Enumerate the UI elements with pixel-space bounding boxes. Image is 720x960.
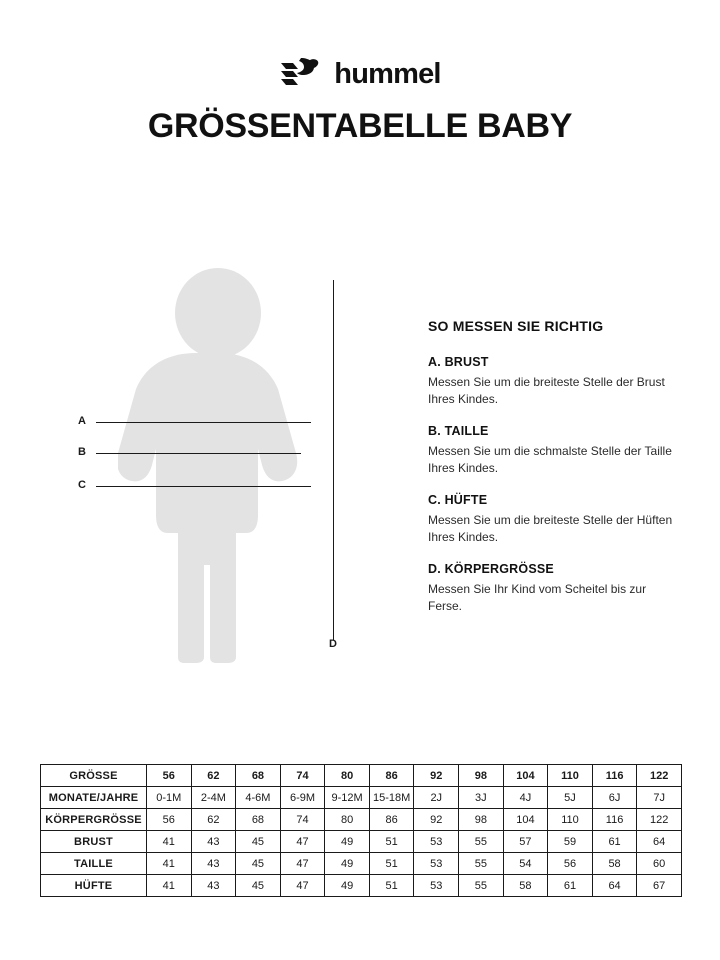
table-cell: 47 [280, 853, 325, 875]
table-cell: 58 [503, 875, 548, 897]
table-cell: 58 [592, 853, 637, 875]
table-cell: 55 [459, 831, 504, 853]
table-header-cell: 110 [548, 765, 593, 787]
howto-body-chest: Messen Sie um die breiteste Stelle der Brust Ihres Kindes. [428, 375, 665, 406]
table-cell: 53 [414, 853, 459, 875]
table-cell: 55 [459, 875, 504, 897]
table-cell: 2J [414, 787, 459, 809]
brand-header [0, 58, 720, 92]
page-title: GRÖSSENTABELLE BABY [147, 107, 573, 145]
table-cell: 47 [280, 831, 325, 853]
table-cell: 61 [548, 875, 593, 897]
size-table [40, 764, 682, 897]
measurement-figure [40, 250, 440, 670]
brand-wordmark: hummel [334, 58, 441, 90]
table-cell: 49 [325, 875, 370, 897]
table-cell: 45 [236, 875, 281, 897]
table-cell: 104 [503, 809, 548, 831]
howto-body-waist: Messen Sie um die schmalste Stelle der Taille Ihres Kindes. [428, 444, 672, 475]
howto-body-height: Messen Sie Ihr Kind vom Scheitel bis zur Ferse. [428, 582, 647, 613]
table-cell: 41 [147, 875, 192, 897]
table-cell: 116 [592, 809, 637, 831]
table-cell: 59 [548, 831, 593, 853]
howto-item-chest [428, 355, 678, 407]
table-header-cell: 80 [325, 765, 370, 787]
table-cell: 43 [191, 831, 236, 853]
table-cell: 51 [369, 831, 414, 853]
table-cell: 5J [548, 787, 593, 809]
howto-item-hip [428, 493, 678, 545]
row-label: MONATE/JAHRE [41, 787, 147, 809]
table-cell: 61 [592, 831, 637, 853]
table-cell: 3J [459, 787, 504, 809]
height-measure-line [333, 280, 334, 640]
table-cell: 122 [637, 809, 682, 831]
howto-heading-waist: B. TAILLE [428, 424, 489, 439]
howto-item-waist [428, 424, 678, 476]
table-row [41, 787, 682, 809]
row-label: HÜFTE [41, 875, 147, 897]
table-row [41, 853, 682, 875]
table-cell: 6-9M [280, 787, 325, 809]
waist-measure-line [96, 453, 301, 454]
table-header-cell: 116 [592, 765, 637, 787]
table-cell: 60 [637, 853, 682, 875]
how-to-measure-title: SO MESSEN SIE RICHTIG [428, 318, 604, 334]
table-header-cell: 56 [147, 765, 192, 787]
howto-item-height [428, 562, 678, 614]
table-cell: 64 [637, 831, 682, 853]
table-header-row [41, 765, 682, 787]
table-cell: 86 [369, 809, 414, 831]
table-cell: 55 [459, 853, 504, 875]
table-cell: 49 [325, 853, 370, 875]
table-cell: 57 [503, 831, 548, 853]
table-cell: 6J [592, 787, 637, 809]
table-cell: 49 [325, 831, 370, 853]
howto-heading-chest: A. BRUST [428, 355, 489, 369]
table-cell: 54 [503, 853, 548, 875]
chest-measure-line [96, 422, 311, 423]
row-label: BRUST [41, 831, 147, 853]
table-cell: 67 [637, 875, 682, 897]
table-cell: 110 [548, 809, 593, 831]
table-cell: 53 [414, 831, 459, 853]
baby-body-silhouette-icon [118, 265, 318, 670]
table-cell: 43 [191, 875, 236, 897]
table-cell: 92 [414, 809, 459, 831]
chest-measure-label: A [78, 415, 87, 427]
table-cell: 0-1M [147, 787, 192, 809]
table-cell: 9-12M [325, 787, 370, 809]
row-label: TAILLE [41, 853, 147, 875]
table-cell: 45 [236, 853, 281, 875]
hip-measure-label: C [78, 479, 87, 491]
table-cell: 98 [459, 809, 504, 831]
table-cell: 56 [548, 853, 593, 875]
table-cell: 64 [592, 875, 637, 897]
height-measure-label: D [329, 638, 338, 650]
table-cell: 43 [191, 853, 236, 875]
table-header-cell: 104 [503, 765, 548, 787]
table-row [41, 809, 682, 831]
table-cell: 2-4M [191, 787, 236, 809]
table-cell: 51 [369, 853, 414, 875]
table-header-cell: 74 [280, 765, 325, 787]
table-cell: 80 [325, 809, 370, 831]
table-cell: 47 [280, 875, 325, 897]
table-header-size: GRÖSSE [41, 765, 147, 787]
table-cell: 68 [236, 809, 281, 831]
table-cell: 4-6M [236, 787, 281, 809]
table-header-cell: 92 [414, 765, 459, 787]
hummel-bee-chevron-logo-icon [279, 58, 325, 91]
howto-body-hip: Messen Sie um die breiteste Stelle der Hüften Ihres Kindes. [428, 513, 673, 544]
table-cell: 7J [637, 787, 682, 809]
howto-heading-height: D. KÖRPERGRÖSSE [428, 562, 554, 577]
table-cell: 15-18M [369, 787, 414, 809]
table-header-cell: 98 [459, 765, 504, 787]
table-cell: 53 [414, 875, 459, 897]
hip-measure-line [96, 486, 311, 487]
table-cell: 45 [236, 831, 281, 853]
table-header-cell: 122 [637, 765, 682, 787]
waist-measure-label: B [78, 446, 87, 458]
table-cell: 56 [147, 809, 192, 831]
table-cell: 41 [147, 853, 192, 875]
table-header-cell: 68 [236, 765, 281, 787]
size-table-wrapper [40, 764, 682, 897]
table-cell: 51 [369, 875, 414, 897]
table-cell: 41 [147, 831, 192, 853]
table-header-cell: 62 [191, 765, 236, 787]
howto-heading-hip: C. HÜFTE [428, 493, 488, 508]
table-row [41, 875, 682, 897]
table-row [41, 831, 682, 853]
table-cell: 62 [191, 809, 236, 831]
table-cell: 74 [280, 809, 325, 831]
row-label: KÖRPERGRÖSSE [41, 809, 147, 831]
table-cell: 4J [503, 787, 548, 809]
how-to-measure-section [428, 318, 678, 614]
table-header-cell: 86 [369, 765, 414, 787]
